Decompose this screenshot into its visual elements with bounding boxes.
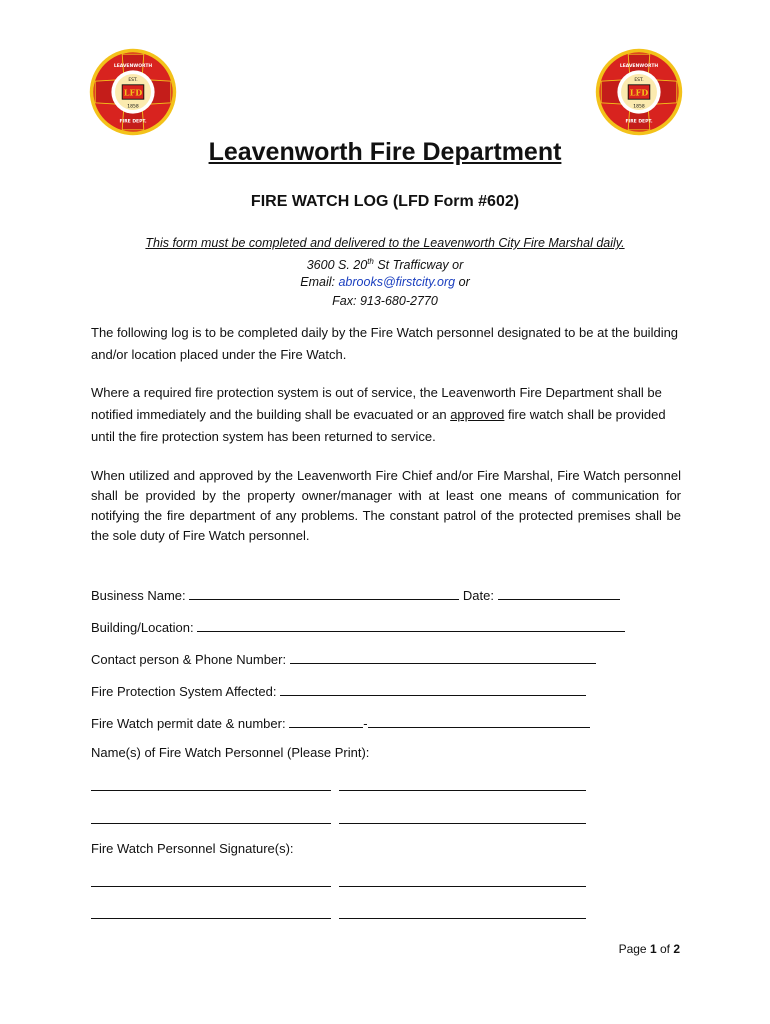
building-location-label: Building/Location: bbox=[91, 620, 194, 635]
permit-date-input[interactable] bbox=[289, 713, 363, 728]
form-subtitle: FIRE WATCH LOG (LFD Form #602) bbox=[250, 193, 520, 210]
svg-text:1858: 1858 bbox=[127, 104, 139, 110]
personnel-name-input[interactable] bbox=[91, 823, 331, 824]
requirement-paragraph: Where a required fire protection system is out of service, the Leavenworth Fire Department shall be notified immediately and the building shall be evacuated or an approved fire watch shall be provided until the fire protection system has been returned to service. bbox=[91, 385, 666, 444]
permit-row bbox=[91, 713, 590, 731]
svg-text:LEAVENWORTH: LEAVENWORTH bbox=[113, 63, 153, 69]
svg-text:FIRE DEPT.: FIRE DEPT. bbox=[119, 119, 147, 125]
fire-department-logo-right bbox=[594, 47, 684, 137]
contact-person-row bbox=[91, 649, 596, 667]
svg-text:EST.: EST. bbox=[128, 78, 138, 84]
personnel-name-input[interactable] bbox=[339, 790, 586, 791]
email-link[interactable]: abrooks@firstcity.org bbox=[338, 275, 456, 289]
fire-department-logo-left bbox=[88, 47, 178, 137]
contact-person-label: Contact person & Phone Number: bbox=[91, 652, 287, 667]
building-location-input[interactable] bbox=[197, 617, 625, 632]
fax-line: Fax: 913-680-2770 bbox=[332, 294, 438, 308]
business-name-label: Business Name: bbox=[91, 588, 186, 603]
permit-separator: - bbox=[363, 716, 368, 731]
personnel-name-input[interactable] bbox=[91, 790, 331, 791]
business-name-input[interactable] bbox=[189, 585, 459, 600]
signatures-label: Fire Watch Personnel Signature(s): bbox=[91, 841, 294, 856]
date-label: Date: bbox=[462, 588, 494, 603]
signature-input[interactable] bbox=[91, 886, 331, 887]
business-name-row bbox=[91, 585, 620, 603]
building-location-row bbox=[91, 617, 625, 635]
page-title: Leavenworth Fire Department bbox=[208, 138, 562, 166]
svg-text:LFD: LFD bbox=[123, 87, 143, 98]
personnel-paragraph: When utilized and approved by the Leavenworth Fire Chief and/or Fire Marshal, Fire Watch personnel shall be provided by the property owner/manager with at least one means of communication for notifying the fire department of any problems. The constant patrol of the protected premises shall be the sole duty of Fire Watch personnel. bbox=[91, 468, 681, 543]
signature-input[interactable] bbox=[339, 886, 586, 887]
personnel-name-input[interactable] bbox=[339, 823, 586, 824]
page-number: Page 1 of 2 bbox=[618, 942, 680, 956]
svg-text:LEAVENWORTH: LEAVENWORTH bbox=[619, 63, 659, 69]
contact-person-input[interactable] bbox=[290, 649, 596, 664]
fire-protection-input[interactable] bbox=[280, 681, 586, 696]
permit-label: Fire Watch permit date & number: bbox=[91, 716, 286, 731]
delivery-instruction: This form must be completed and delivered to the Leavenworth City Fire Marshal daily. bbox=[145, 236, 625, 250]
fire-protection-row bbox=[91, 681, 586, 699]
date-input[interactable] bbox=[498, 585, 620, 600]
signature-input[interactable] bbox=[339, 918, 586, 919]
intro-paragraph: The following log is to be completed daily by the Fire Watch personnel designated to be at the building and/or location placed under the Fire Watch. bbox=[91, 325, 679, 362]
email-line: Email: abrooks@firstcity.org or bbox=[300, 275, 470, 289]
svg-text:1858: 1858 bbox=[633, 104, 645, 110]
personnel-names-label: Name(s) of Fire Watch Personnel (Please Print): bbox=[91, 745, 370, 760]
permit-number-input[interactable] bbox=[368, 713, 590, 728]
signature-input[interactable] bbox=[91, 918, 331, 919]
svg-text:EST.: EST. bbox=[634, 78, 644, 84]
svg-text:LFD: LFD bbox=[629, 87, 649, 98]
fire-protection-label: Fire Protection System Affected: bbox=[91, 684, 277, 699]
svg-text:FIRE DEPT.: FIRE DEPT. bbox=[625, 119, 653, 125]
address-line: 3600 S. 20th St Trafficway or bbox=[306, 257, 464, 273]
